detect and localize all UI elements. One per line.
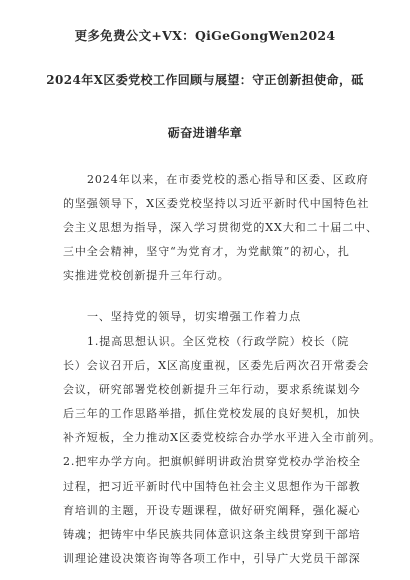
body-line: 会主义思想为指导，深入学习贯彻党的XX大和二十届二中、 bbox=[63, 221, 378, 234]
body-line: 2024年以来，在市委党校的悉心指导和区委、区政府 bbox=[87, 173, 369, 186]
body-line: 2.把牢办学方向。把旗帜鲜明讲政治贯穿党校办学治校全 bbox=[63, 455, 361, 468]
body-line: 会议，研究部署党校创新提升三年行动，要求系统谋划今 bbox=[63, 383, 361, 396]
body-line: 1.提高思想认识。全区党校（行政学院）校长（院 bbox=[87, 335, 350, 348]
body-line: 铸魂；把铸牢中华民族共同体意识这条主线贯穿到干部培 bbox=[63, 528, 361, 541]
body-line: 长）会议召开后，X区高度重视，区委先后两次召开常委会 bbox=[63, 359, 370, 372]
document-title-line-2: 砺奋进谱华章 bbox=[167, 126, 243, 140]
header-note: 更多免费公文+VX：QiGeGongWen2024 bbox=[74, 28, 336, 43]
body-line: 三中全会精神，坚守“为党育才，为党献策”的初心，扎 bbox=[63, 245, 350, 258]
body-line: 后三年的工作思路举措，抓住党校发展的良好契机，加快 bbox=[63, 407, 361, 420]
body-line: 实推进党校创新提升三年行动。 bbox=[63, 269, 230, 282]
document-title-line-1: 2024年X区委党校工作回顾与展望：守正创新担使命，砥 bbox=[46, 73, 364, 87]
body-line: 补齐短板，全力推动X区委党校综合办学水平进入全市前列。 bbox=[63, 431, 382, 444]
body-line: 训理论建设决策咨询等各项工作中，引导广大党员干部深 bbox=[63, 552, 361, 565]
section-heading: 一、坚持党的领导，切实增强工作着力点 bbox=[87, 310, 302, 323]
body-line: 过程，把习近平新时代中国特色社会主义思想作为干部教 bbox=[63, 480, 361, 493]
body-line: 的坚强领导下，X区委党校坚持以习近平新时代中国特色社 bbox=[63, 197, 370, 210]
body-line: 育培训的主题，开设专题课程，做好研究阐释，强化凝心 bbox=[63, 504, 361, 517]
